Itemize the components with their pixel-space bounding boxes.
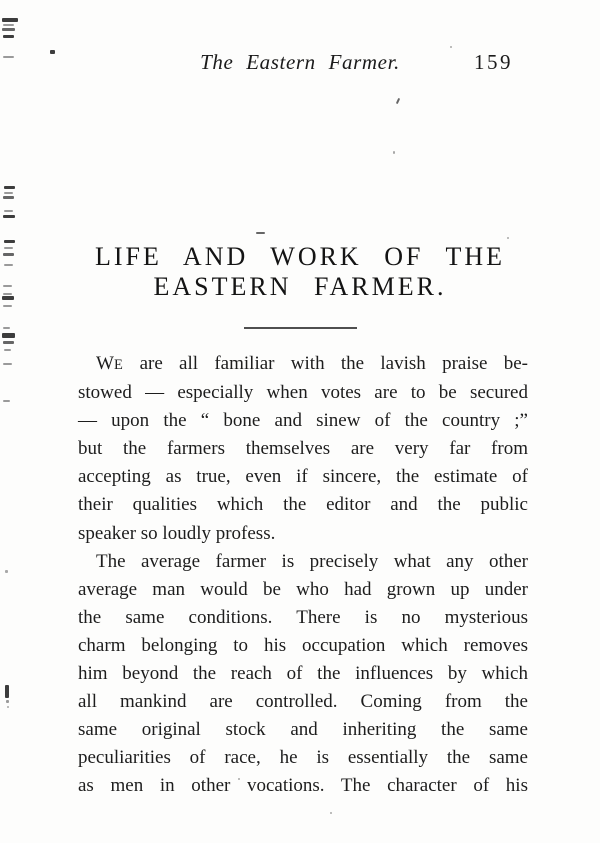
drop-initial: W <box>96 353 114 374</box>
text-line: charm belonging to his occupation which removes <box>78 634 528 656</box>
text-line: peculiarities of race, he is essentially the same <box>78 747 528 769</box>
scan-artifact <box>3 327 10 329</box>
body-text <box>78 350 528 801</box>
scan-artifact <box>4 186 15 189</box>
scan-artifact <box>3 400 10 402</box>
chapter-title-line-2: EASTERN FARMER. <box>153 272 447 301</box>
text-line: — upon the “ bone and sinew of the country ;” <box>78 410 528 432</box>
text-line: as men in other vocations. The character of his <box>78 775 528 797</box>
scan-artifact <box>4 192 13 194</box>
scan-artifact <box>6 700 9 703</box>
page-number: 159 <box>474 50 513 74</box>
text-line: all mankind are controlled. Coming from the <box>78 691 528 713</box>
scan-artifact <box>2 28 15 31</box>
running-title: The Eastern Farmer. <box>200 50 400 74</box>
scan-artifact <box>4 349 11 351</box>
scan-artifact <box>2 18 18 22</box>
scan-artifact <box>256 232 265 234</box>
scan-artifact <box>3 24 14 26</box>
scan-artifact <box>396 98 400 104</box>
text-line: speaker so loudly profess. <box>78 522 276 544</box>
text-line: stowed — especially when votes are to be secured <box>78 382 528 404</box>
title-divider-rule <box>244 327 357 329</box>
text-line: but the farmers themselves are very far from <box>78 438 528 460</box>
small-cap: E <box>113 357 124 373</box>
scan-artifact <box>5 685 9 698</box>
scan-artifact <box>3 363 12 365</box>
scan-artifact <box>3 215 15 218</box>
scan-artifact <box>7 706 9 708</box>
text-line <box>78 350 528 379</box>
scan-artifact <box>3 341 14 344</box>
scan-artifact <box>5 570 8 573</box>
scan-artifact <box>3 305 12 307</box>
text-line-content: are all familiar with the lavish praise be- <box>123 353 528 374</box>
text-line: him beyond the reach of the influences by which <box>78 663 528 685</box>
scan-artifact <box>3 196 14 199</box>
text-line: accepting as true, even if sincere, the estimate of <box>78 466 528 488</box>
scan-artifact <box>3 35 14 38</box>
scan-artifact <box>507 237 509 239</box>
scan-artifact <box>4 210 13 212</box>
text-line: average man would be who had grown up under <box>78 578 528 600</box>
text-line: the same conditions. There is no mysterious <box>78 606 528 628</box>
text-line: their qualities which the editor and the public <box>78 494 528 516</box>
text-line: same original stock and inheriting the same <box>78 719 528 741</box>
text-line: The average farmer is precisely what any other <box>96 550 528 572</box>
scan-artifact <box>393 151 395 154</box>
scan-artifact <box>2 333 15 338</box>
scan-artifact <box>450 46 452 48</box>
page-header <box>0 50 600 78</box>
scan-artifact <box>330 812 332 814</box>
chapter-title-line-1: LIFE AND WORK OF THE <box>94 242 506 271</box>
chapter-title <box>0 242 600 302</box>
